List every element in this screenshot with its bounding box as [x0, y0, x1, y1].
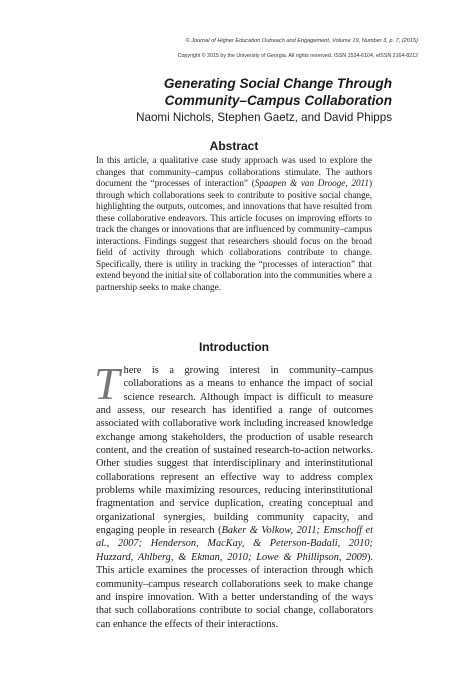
- author-list: Naomi Nichols, Stephen Gaetz, and David Phipps: [136, 111, 392, 124]
- introduction-heading: Introduction: [199, 340, 269, 354]
- abstract-paragraph: [96, 155, 372, 294]
- title-line-2: Community–Campus Collaboration: [164, 93, 392, 108]
- intro-text-1: here is a growing interest in community–campus collaborations as a means to enhance the impact of social science research. Although impact is difficult to measure and assess, our research has identified a range of outcomes associated with collaborative work including increased knowledge exchange among stakeholders, the production of usable research content, and the creation of sustained research-to-action networks. Other studies suggest that interdisciplinary and interinstitutional collaborations represent an effective way to address complex problems while maximizing resources, reducing interinstitutional fragmentation and service duplication, creating conceptual and organizational synergies, building community capacity, and engaging people in research (: [96, 365, 373, 537]
- title-line-1: Generating Social Change Through: [163, 76, 392, 91]
- article-title: [110, 75, 392, 109]
- abstract-heading: Abstract: [209, 139, 259, 153]
- copyright-line: Copyright © 2015 by the University of Georgia. All rights reserved. ISSN 1534-6104, eISSN 2164-8212: [177, 53, 418, 59]
- journal-citation-line: © Journal of Higher Education Outreach and Engagement, Volume 19, Number 3, p. 7, (2015): [185, 38, 418, 44]
- abstract-text-1: In this article, a qualitative case study approach was used to explore the changes that community–campus collaborations stimulate. The authors document the “processes of interaction” (: [96, 155, 372, 189]
- abstract-text-2: ) through which collaborations seek to contribute to positive social change, highlighting the outputs, outcomes, and innovations that have resulted from these collaborative endeavors. This article focuses on improving efforts to track the changes or innovations that are influenced by community–campus interactions. Findings suggest that researchers should focus on the broad field of activity through which collaborations contribute to change. Specifically, there is utility in tracking the “processes of interaction” that extend beyond the initial site of collaboration into the communities where a partnership seeks to make change.: [96, 178, 372, 293]
- drop-cap-letter: T: [94, 358, 120, 409]
- intro-citations: Baker & Volkow, 2011; Emschoff et al., 2007; Henderson, MacKay, & Peterson-Badali, 2010; Huzzard, Ahlberg, & Ekman, 2010; Lowe & Phillipson, 2009: [96, 525, 373, 563]
- abstract-citation: Spaapen & van Drooge, 2011: [254, 178, 369, 189]
- introduction-paragraph: [94, 358, 373, 631]
- intro-text-2: ). This article examines the processes of interaction through which community–campus research collaborations seek to make change and inspire innovation. With a better understanding of the ways that such collaborations contribute to social change, collaborators can enhance the effects of their interactions.: [96, 551, 373, 630]
